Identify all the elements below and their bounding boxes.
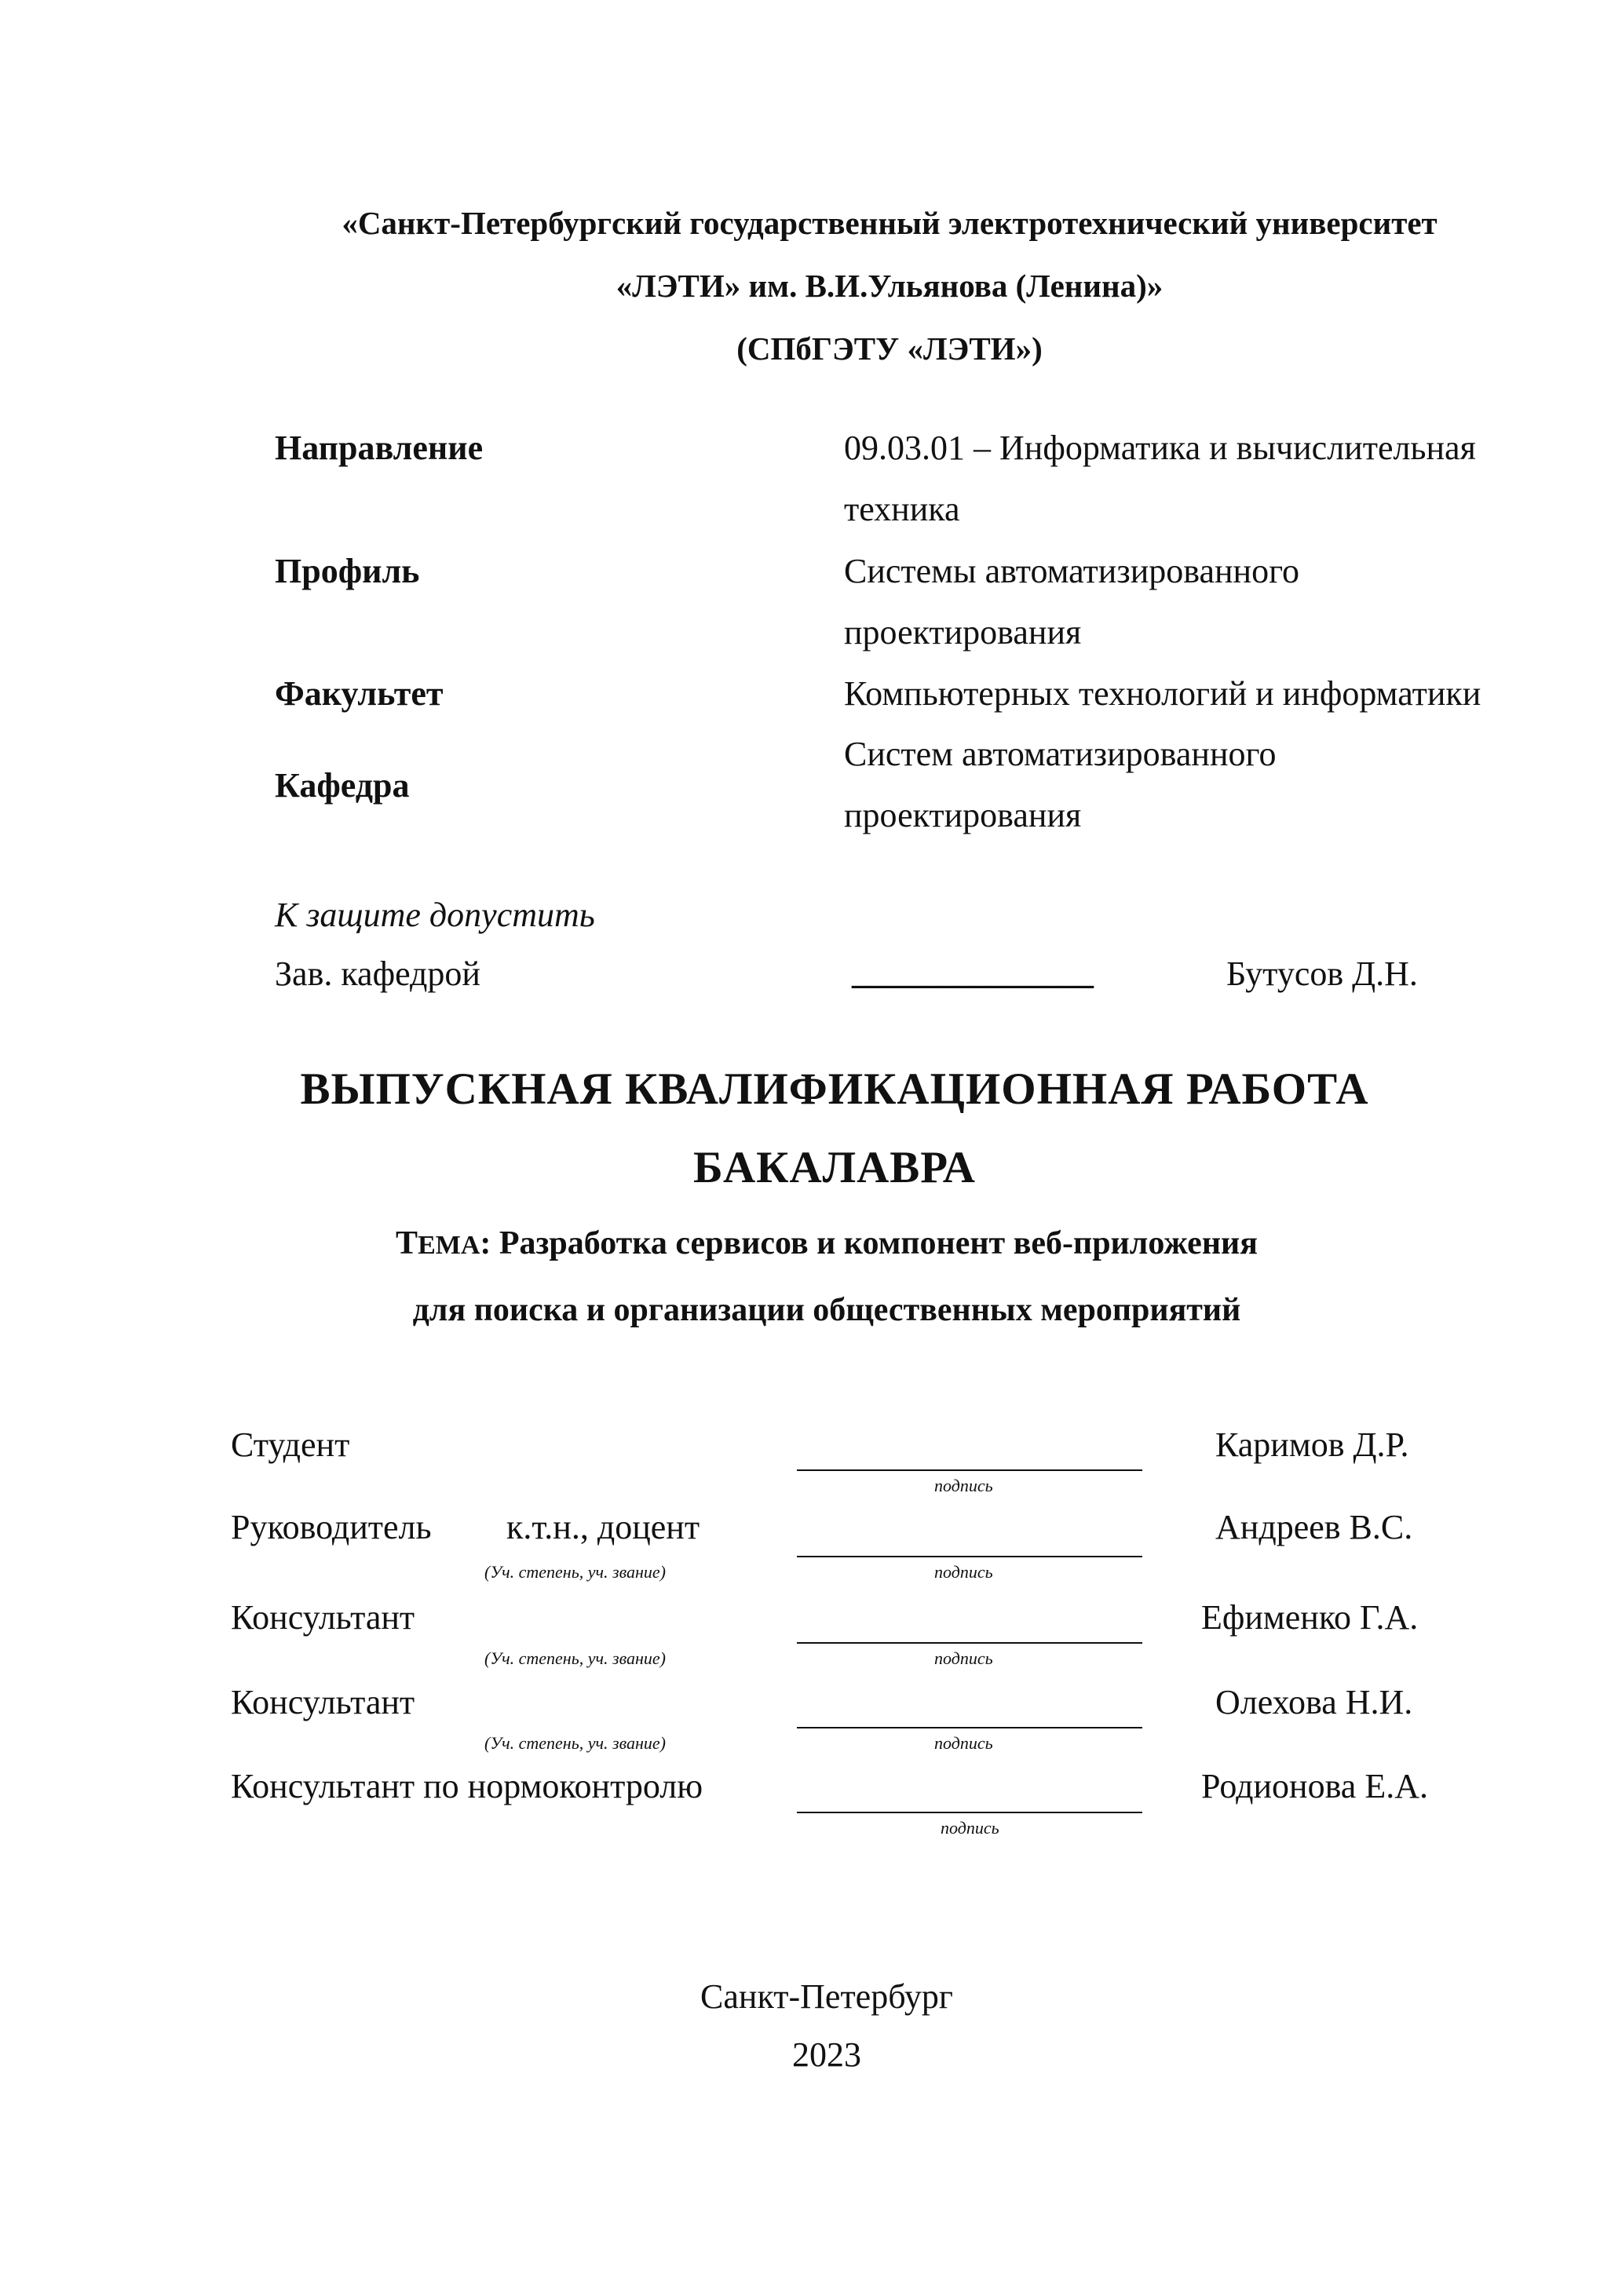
consultant1-signature-caption: подпись	[934, 1648, 993, 1668]
university-name-line2: «ЛЭТИ» им. В.И.Ульянова (Ленина)»	[616, 268, 1164, 304]
direction-value-line2: техника	[844, 490, 960, 528]
admission-role: Зав. кафедрой	[275, 955, 480, 993]
consultant1-degree-caption: (Уч. степень, уч. звание)	[484, 1648, 666, 1668]
consultant2-degree-caption: (Уч. степень, уч. звание)	[484, 1733, 666, 1753]
consultant1-name: Ефименко Г.А.	[1201, 1598, 1419, 1637]
work-title-line1: ВЫПУСКНАЯ КВАЛИФИКАЦИОННАЯ РАБОТА	[300, 1064, 1369, 1114]
faculty-label: Факультет	[275, 674, 444, 713]
supervisor-signature-caption: подпись	[934, 1562, 993, 1582]
consultant2-role: Консультант	[231, 1683, 415, 1721]
admission-caption: К защите допустить	[275, 896, 595, 934]
normcontrol-signature-line	[797, 1812, 1142, 1813]
student-name: Каримов Д.Р.	[1215, 1425, 1409, 1464]
faculty-value: Компьютерных технологий и информатики	[844, 674, 1481, 713]
supervisor-signature-line	[797, 1556, 1142, 1557]
student-signature-line	[797, 1469, 1142, 1471]
consultant1-signature-line	[797, 1642, 1142, 1644]
topic-line2: для поиска и организации общественных мероприятий	[412, 1292, 1241, 1328]
supervisor-role: Руководитель	[231, 1508, 432, 1546]
topic-line1	[0, 1225, 1622, 1262]
consultant1-role: Консультант	[231, 1598, 415, 1637]
normcontrol-name: Родионова Е.А.	[1201, 1767, 1428, 1805]
direction-label: Направление	[275, 429, 484, 467]
normcontrol-signature-caption: подпись	[941, 1818, 999, 1838]
normcontrol-role: Консультант по нормоконтролю	[231, 1767, 703, 1805]
topic-prefix-rest: ЕМА	[418, 1231, 480, 1260]
department-value-line2: проектирования	[844, 796, 1082, 834]
admission-name: Бутусов Д.Н.	[1226, 955, 1418, 993]
year: 2023	[792, 2035, 861, 2074]
consultant2-name: Олехова Н.И.	[1215, 1683, 1413, 1721]
university-abbreviation: (СПбГЭТУ «ЛЭТИ»)	[736, 330, 1043, 367]
profile-label: Профиль	[275, 552, 420, 590]
supervisor-degree: к.т.н., доцент	[506, 1508, 700, 1546]
profile-value-line1: Системы автоматизированного	[844, 552, 1300, 590]
student-role: Студент	[231, 1425, 350, 1464]
consultant2-signature-caption: подпись	[934, 1733, 993, 1753]
university-name-line1: «Санкт-Петербургский государственный электротехнический университет	[342, 205, 1438, 241]
topic-text-line1: : Разработка сервисов и компонент веб-приложения	[480, 1225, 1258, 1261]
department-value-line1: Систем автоматизированного	[844, 735, 1277, 773]
admission-signature-blank: ______________	[852, 953, 1094, 991]
city: Санкт-Петербург	[700, 1977, 953, 2016]
work-title-line2: БАКАЛАВРА	[693, 1143, 976, 1192]
student-signature-caption: подпись	[934, 1476, 993, 1495]
department-label: Кафедра	[275, 766, 410, 805]
supervisor-degree-caption: (Уч. степень, уч. звание)	[484, 1562, 666, 1582]
direction-value-line1: 09.03.01 – Информатика и вычислительная	[844, 429, 1476, 467]
topic-prefix-first: Т	[396, 1225, 418, 1261]
profile-value-line2: проектирования	[844, 613, 1082, 652]
consultant2-signature-line	[797, 1727, 1142, 1728]
supervisor-name: Андреев В.С.	[1215, 1508, 1413, 1546]
